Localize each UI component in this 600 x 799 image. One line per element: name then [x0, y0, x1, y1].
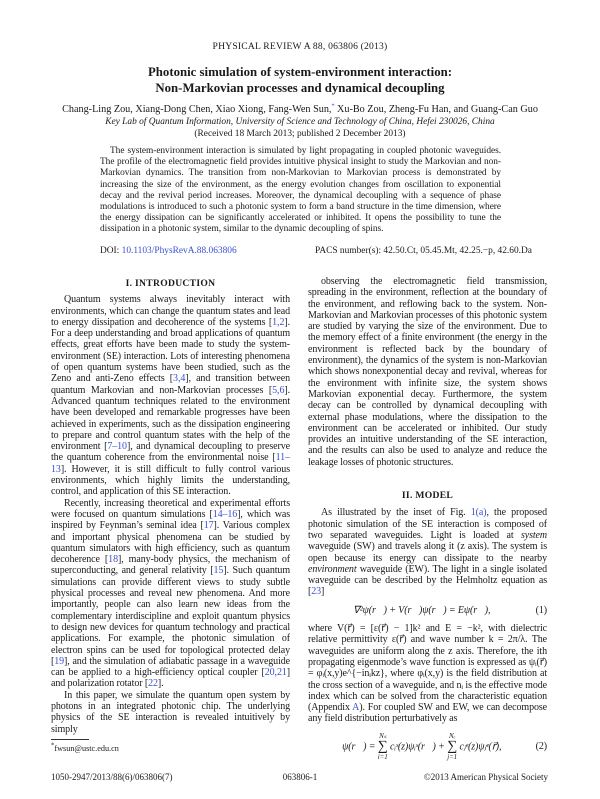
sum-2-upper: Nₑ [449, 731, 456, 740]
journal-header: PHYSICAL REVIEW A 88, 063806 (2013) [212, 41, 388, 52]
equation-1 [308, 605, 547, 616]
emphasis-text: system [520, 529, 547, 541]
equation-1-expression: ∇²ψ(r⃗) + V(r⃗)ψ(r⃗) = Eψ(r⃗), [353, 604, 491, 616]
citation-link[interactable]: 3,4 [173, 373, 186, 385]
doi-line [100, 246, 237, 257]
citation-link[interactable]: 15 [213, 565, 224, 577]
paragraph: In this paper, we simulate the quantum open system by photons in an integrated photonic chip. The underlying physics of the SE interaction is revealed intuitively by simply [51, 689, 290, 735]
title-line-1: Photonic simulation of system-environment interaction: [147, 65, 453, 79]
eq2-term-2: cⱼᵉ(z)ψⱼᵉ(r⃗), [457, 740, 502, 752]
footnote-divider [51, 739, 89, 740]
footer-copyright: ©2013 American Physical Society [423, 772, 548, 782]
sum-icon: ∑ [377, 738, 388, 754]
intro-body [51, 294, 290, 735]
citation-link[interactable]: 11–13 [51, 452, 290, 475]
equation-2-expression [308, 733, 536, 761]
doi-label: DOI: [100, 246, 122, 256]
model-paragraph-2: where V(r⃗) = [ε(r⃗) − 1]k² and E = −k², with dielectric relative permittivity ε(r⃗) and wave number k = 2π/λ. The waveguides are uniform along the z axis. Therefore, the ith propagating eigenmode’s wave function is expressed as ψᵢ(r⃗) = φᵢ(x,y)e^{−inᵢkz}, where φᵢ(x,y) is the field distribution at the cross section of a waveguide, and nᵢ is the effective mode index which can be solved from the characteristic equation (Appendix A). For coupled SW and EW, we can decompose any field distribution perturbatively as [308, 623, 547, 725]
emphasis-text: environment [308, 563, 357, 575]
footnote [51, 744, 119, 754]
section-heading-model: II. MODEL [401, 490, 454, 502]
sum-2-lower: j=1 [447, 752, 458, 761]
right-column [308, 276, 547, 768]
footer-issn: 1050-2947/2013/88(6)/063806(7) [51, 772, 173, 782]
equation-2-number: (2) [535, 741, 547, 753]
citation-link[interactable]: 1(a) [470, 507, 487, 519]
intro-continued [308, 276, 547, 468]
received-dates: (Received 18 March 2013; published 2 December 2013) [194, 129, 406, 139]
sum-2 [447, 733, 457, 761]
sum-1 [378, 733, 388, 761]
equation-2 [308, 733, 547, 761]
citation-link[interactable]: 14–16 [212, 508, 238, 520]
sum-icon: ∑ [447, 738, 458, 754]
author-list [0, 104, 600, 116]
citation-link[interactable]: 23 [311, 586, 322, 598]
citation-link[interactable]: 18 [108, 554, 118, 566]
equation-1-number: (1) [535, 604, 547, 616]
authors-part-1: Chang-Ling Zou, Xiang-Dong Chen, Xiao Xiong, Fang-Wen Sun, [62, 104, 332, 115]
pacs-numbers: PACS number(s): 42.50.Ct, 05.45.Mt, 42.25.−p, 42.60.Da [315, 246, 532, 256]
eq2-lhs: ψ(r⃗) = [342, 740, 378, 752]
citation-link[interactable]: 22 [148, 678, 158, 690]
doi-link[interactable]: 10.1103/PhysRevA.88.063806 [121, 246, 237, 256]
left-column [51, 278, 290, 735]
paper-title [0, 65, 600, 96]
model-paragraph-1: As illustrated by the inset of Fig. 1(a), the proposed photonic simulation of the SE interaction is composed of two separated waveguides. Light is loaded at system waveguide (SW) and travels along it (z axis). The system is open because its energy can dissipate to the nearby environment waveguide (EW). The light in a single isolated waveguide can be described by the Helmholtz equation as [23] [308, 507, 547, 598]
footer-page-number: 063806-1 [282, 772, 318, 782]
section-heading-introduction: I. INTRODUCTION [125, 278, 216, 289]
authors-part-2: Xu-Bo Zou, Zheng-Fu Han, and Guang-Can Guo [334, 104, 538, 115]
footnote-mark: * [51, 742, 55, 750]
citation-link[interactable]: 1,2 [272, 316, 285, 328]
footnote-marker[interactable]: * [331, 103, 335, 110]
paragraph: Recently, increasing theoretical and experimental efforts were focused on quantum simulations [14–16], which was inspired by Feynman’s seminal idea [17]. Various complex and important physical phenomena can be studied by quantum simulators with high efficiency, such as quantum decoherence [18], many-body physics, the mechanism of superconducting, and general relativity [15]. Such quantum simulations can provide different views to study subtle physical processes and reveal new phenomena. And more importantly, people can also learn new ideas from the complementary interdiscipline and exploit quantum physics to design new devices for quantum technology and practical applications. For example, the photonic simulation of electron spins can be used for topological protected delay [19], and the simulation of adiabatic passage in a waveguide can be applied to a high-efficiency optical coupler [20,21] and polarization rotator [22]. [51, 497, 290, 690]
citation-link[interactable]: 19 [54, 655, 65, 667]
citation-link[interactable]: 5,6 [272, 384, 285, 396]
citation-link[interactable]: 17 [203, 520, 214, 532]
eq2-term-1: cᵢˢ(z)ψᵢˢ(r⃗) + [387, 740, 448, 752]
paragraph: observing the electromagnetic field transmission, spreading in the environment, reflection at the boundary of the environment, and reflowing back to the system. Non-Markovian and Markovian processes of this photonic system are studied by varying the size of the environment. Due to the memory effect of a finite environment (the energy in the environment is reflected back by the boundary of environment), the dynamics of the system is non-Markovian which shows nonexponential decay and revival, whereas for the environment with infinite size, the system shows Markovian exponential decay. Furthermore, the system decay can be controlled by dynamical decoupling with external phase modulations, where the dissipation to the environment can be accelerated or inhibited. Our study provides an intuitive understanding of the SE interaction, and the results can also be used to analyze and reduce the leakage losses of photonic structures. [308, 276, 547, 468]
footnote-email[interactable]: fwsun@ustc.edu.cn [54, 744, 119, 753]
paragraph: Quantum systems always inevitably interact with environments, which can change the quantum states and lead to energy dissipation and decoherence of the systems [1,2]. For a deep understanding and broad applications of quantum effects, great efforts have been made to study the system-environment (SE) interaction. Lots of interesting phenomena of open quantum systems have been studied, such as the Zeno and anti-Zeno effects [3,4], and transition between quantum Markovian and non-Markovian processes [5,6]. Advanced quantum techniques related to the environment have been developed and remarkable progresses have been achieved in experiments, such as the dissipation engineering to prepare and control quantum states with the help of the environment [7–10], and dynamical decoupling to preserve the quantum coherence from the environmental noise [11–13]. However, it is still difficult to fully control various environments, which highly limits the understanding, control, and application of this SE interaction. [51, 294, 290, 498]
abstract: The system-environment interaction is simulated by light propagating in coupled photonic waveguides. The profile of the electromagnetic field provides intuitive physical insight to study the Markovian and non-Markovian dynamics. The transition from non-Markovian to Markovian process is demonstrated by increasing the size of the environment, as the energy evolution changes from oscillation to exponential decay and the revival period increases. Moreover, the dynamical decoupling with a sequence of phase modulations is introduced to such a photonic system to form a band structure in the time dimension, where the energy dissipation can be significantly accelerated or inhibited. It opens the possibility to tune the dissipation in a photonic system, similar to the dynamic decoupling of spins. [100, 146, 501, 235]
citation-link[interactable]: 20,21 [264, 667, 287, 679]
title-line-2: Non-Markovian processes and dynamical decoupling [155, 80, 445, 95]
affiliation: Key Lab of Quantum Information, University of Science and Technology of China, Hefei 230026, China [105, 117, 495, 127]
citation-link[interactable]: A [352, 702, 360, 714]
sum-1-lower: i=1 [377, 752, 388, 761]
sum-1-upper: Nₛ [379, 731, 387, 740]
citation-link[interactable]: 7–10 [107, 441, 127, 453]
